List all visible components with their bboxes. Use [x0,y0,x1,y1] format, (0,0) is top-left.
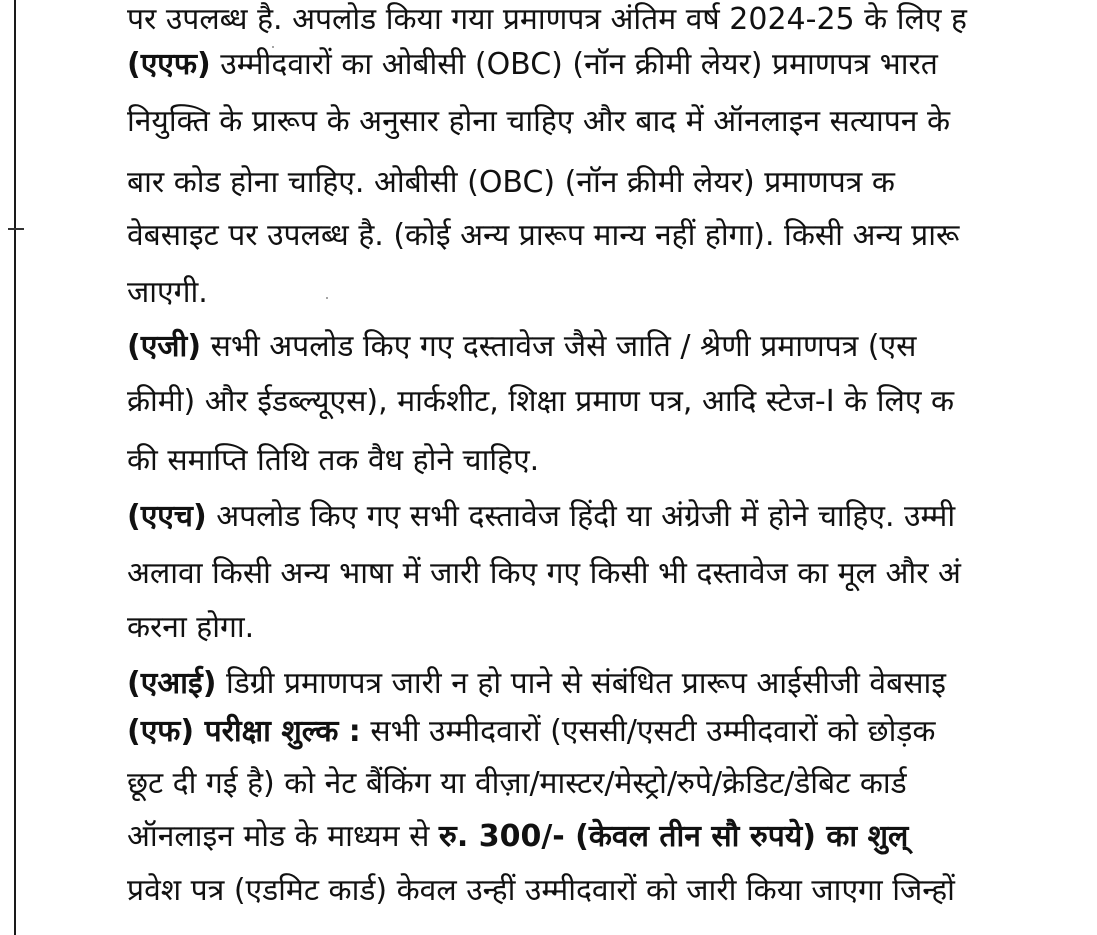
text-segment: की समाप्ति तिथि तक वैध होने चाहिए. [127,443,540,478]
text-line [127,436,539,486]
text-line [127,707,935,757]
text-segment: जाएगी. [127,275,208,310]
left-margin-rule [14,0,16,935]
text-line [127,603,254,653]
text-segment: नियुक्ति के प्रारूप के अनुसार होना चाहिए और बाद में ऑनलाइन सत्यापन के [127,104,951,139]
text-line [127,97,950,147]
text-line [127,866,955,916]
text-segment: वेबसाइट पर उपलब्ध है. (कोई अन्य प्रारूप मान्य नहीं होगा). किसी अन्य प्रारू [127,218,960,253]
text-line [127,322,916,372]
bold-text-segment: (एजी) [127,329,202,364]
text-segment: पर उपलब्ध है. अपलोड किया गया प्रमाणपत्र अंतिम वर्ष 2024-25 के लिए ह [127,2,967,37]
text-line [127,812,908,862]
text-line [127,158,895,208]
text-line [127,40,938,90]
text-segment: डिग्री प्रमाणपत्र जारी न हो पाने से संबंधित प्रारूप आईसीजी वेबसाइ [216,666,947,701]
text-segment: सभी उम्मीदवारों (एससी/एसटी उम्मीदवारों को छोड़क [360,714,936,749]
text-segment: सभी अपलोड किए गए दस्तावेज जैसे जाति / श्रेणी प्रमाणपत्र (एस [201,329,917,364]
text-segment: अपलोड किए गए सभी दस्तावेज हिंदी या अंग्रेजी में होने चाहिए. उम्मी [206,499,956,534]
text-line [127,759,907,809]
bold-text-segment: (एआई) [127,666,217,701]
text-line [127,492,955,542]
text-segment: करना होगा. [127,610,255,645]
bold-text-segment: (एफ) परीक्षा शुल्क : [127,714,361,749]
bold-text-segment: (एएच) [127,499,207,534]
scan-speck [326,297,328,299]
text-line [127,377,954,427]
text-segment: क्रीमी) और ईडब्ल्यूएस), मार्कशीट, शिक्षा प्रमाण पत्र, आदि स्टेज-I के लिए क [127,384,954,419]
text-segment: बार कोड होना चाहिए. ओबीसी (OBC) (नॉन क्रीमी लेयर) प्रमाणपत्र क [127,165,895,200]
text-segment: छूट दी गई है) को नेट बैंकिंग या वीज़ा/मास्टर/मेस्ट्रो/रुपे/क्रेडिट/डेबिट कार्ड [127,766,907,801]
bold-text-segment: रु. 300/- (केवल तीन सौ रुपये) का शुल् [438,819,909,854]
text-segment: प्रवेश पत्र (एडमिट कार्ड) केवल उन्हीं उम्मीदवारों को जारी किया जाएगा जिन्हों [127,873,955,908]
text-segment: ऑनलाइन मोड के माध्यम से [127,819,439,854]
text-line [127,268,208,318]
text-segment: अलावा किसी अन्य भाषा में जारी किए गए किसी भी दस्तावेज का मूल और अं [127,556,961,591]
text-segment: उम्मीदवारों का ओबीसी (OBC) (नॉन क्रीमी लेयर) प्रमाणपत्र भारत [210,47,938,82]
text-line [127,549,961,599]
text-line [127,211,959,261]
text-line [127,0,967,45]
margin-tick-mark [8,228,24,230]
text-line [127,659,946,709]
bold-text-segment: (एएफ) [127,47,211,82]
